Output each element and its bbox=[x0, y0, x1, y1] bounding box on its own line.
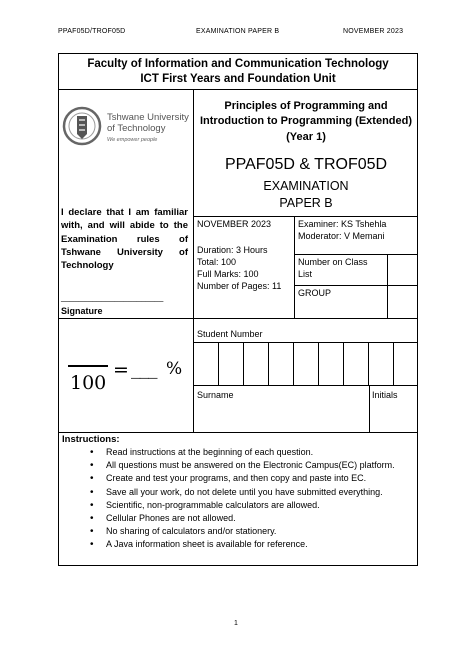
instruction-item: • A Java information sheet is available for reference. bbox=[62, 538, 416, 551]
header-right: NOVEMBER 2023 bbox=[343, 28, 404, 35]
exam-date: NOVEMBER 2023 bbox=[197, 219, 272, 229]
exam-full-marks: Full Marks: 100 bbox=[197, 269, 259, 279]
course-title: Principles of Programming and Introduction to Programming (Extended) (Year 1) bbox=[199, 100, 413, 143]
examiner: Examiner: KS Tshehla bbox=[298, 219, 387, 229]
surname-field[interactable] bbox=[194, 386, 368, 431]
initials-label: Initials bbox=[372, 390, 398, 400]
instruction-item: • Create and test your programs, and then copy and paste into EC. bbox=[62, 472, 416, 485]
paper-label: PAPER B bbox=[279, 196, 333, 210]
header-center: EXAMINATION PAPER B bbox=[196, 28, 280, 35]
score-blank: ___ bbox=[131, 357, 157, 379]
faculty-title bbox=[58, 57, 418, 87]
moderator: Moderator: V Memani bbox=[298, 231, 385, 241]
page-number: 1 bbox=[234, 620, 238, 627]
score-equals: = bbox=[113, 359, 129, 381]
instruction-item: • Save all your work, do not delete until you have submitted everything. bbox=[62, 486, 416, 499]
initials-field[interactable] bbox=[370, 386, 417, 431]
exam-duration: Duration: 3 Hours bbox=[197, 245, 268, 255]
instructions-heading: Instructions: bbox=[62, 434, 120, 445]
signature-line: _______________________ bbox=[61, 293, 164, 302]
university-emblem-icon bbox=[62, 106, 102, 146]
university-logo bbox=[62, 104, 190, 150]
score-denominator: 100 bbox=[70, 372, 107, 394]
course-code: PPAF05D & TROF05D bbox=[224, 156, 388, 173]
class-list-label: Number on Class List bbox=[298, 257, 368, 279]
faculty-line-2: ICT First Years and Foundation Unit bbox=[140, 73, 336, 85]
divider bbox=[58, 318, 418, 319]
header-left: PPAF05D/TROF05D bbox=[58, 28, 126, 35]
exam-label: EXAMINATION bbox=[263, 179, 349, 193]
group-label: GROUP bbox=[298, 288, 332, 298]
logo-name bbox=[107, 112, 189, 134]
student-number-field[interactable] bbox=[194, 343, 417, 385]
instructions-list bbox=[62, 446, 416, 552]
instruction-item: • No sharing of calculators and/or stationery. bbox=[62, 525, 416, 538]
logo-name-line-2: of Technology bbox=[107, 123, 166, 134]
faculty-line-1: Faculty of Information and Communication Technology bbox=[87, 58, 389, 70]
divider bbox=[193, 216, 418, 217]
instruction-item: • Scientific, non-programmable calculators are allowed. bbox=[62, 499, 416, 512]
exam-pages: Number of Pages: 11 bbox=[197, 281, 282, 291]
fraction-bar bbox=[68, 365, 108, 367]
student-number-label: Student Number bbox=[197, 329, 263, 339]
declaration-text: I declare that I am familiar with, and will abide to the Examination rules of Tshwane University of Technology bbox=[61, 207, 188, 272]
instruction-item: • All questions must be answered on the Electronic Campus(EC) platform. bbox=[62, 459, 416, 472]
logo-name-line-1: Tshwane University bbox=[107, 112, 189, 123]
class-list-number-field[interactable] bbox=[388, 255, 417, 285]
surname-label: Surname bbox=[197, 390, 234, 400]
instruction-item: • Read instructions at the beginning of each question. bbox=[62, 446, 416, 459]
group-field[interactable] bbox=[388, 286, 417, 317]
signature-label: Signature bbox=[61, 306, 103, 316]
logo-tagline: We empower people bbox=[107, 137, 158, 143]
divider bbox=[58, 89, 418, 90]
exam-total: Total: 100 bbox=[197, 257, 237, 267]
instruction-item: • Cellular Phones are not allowed. bbox=[62, 512, 416, 525]
score-percent: % bbox=[166, 359, 183, 379]
divider bbox=[294, 216, 295, 318]
divider bbox=[58, 432, 418, 433]
